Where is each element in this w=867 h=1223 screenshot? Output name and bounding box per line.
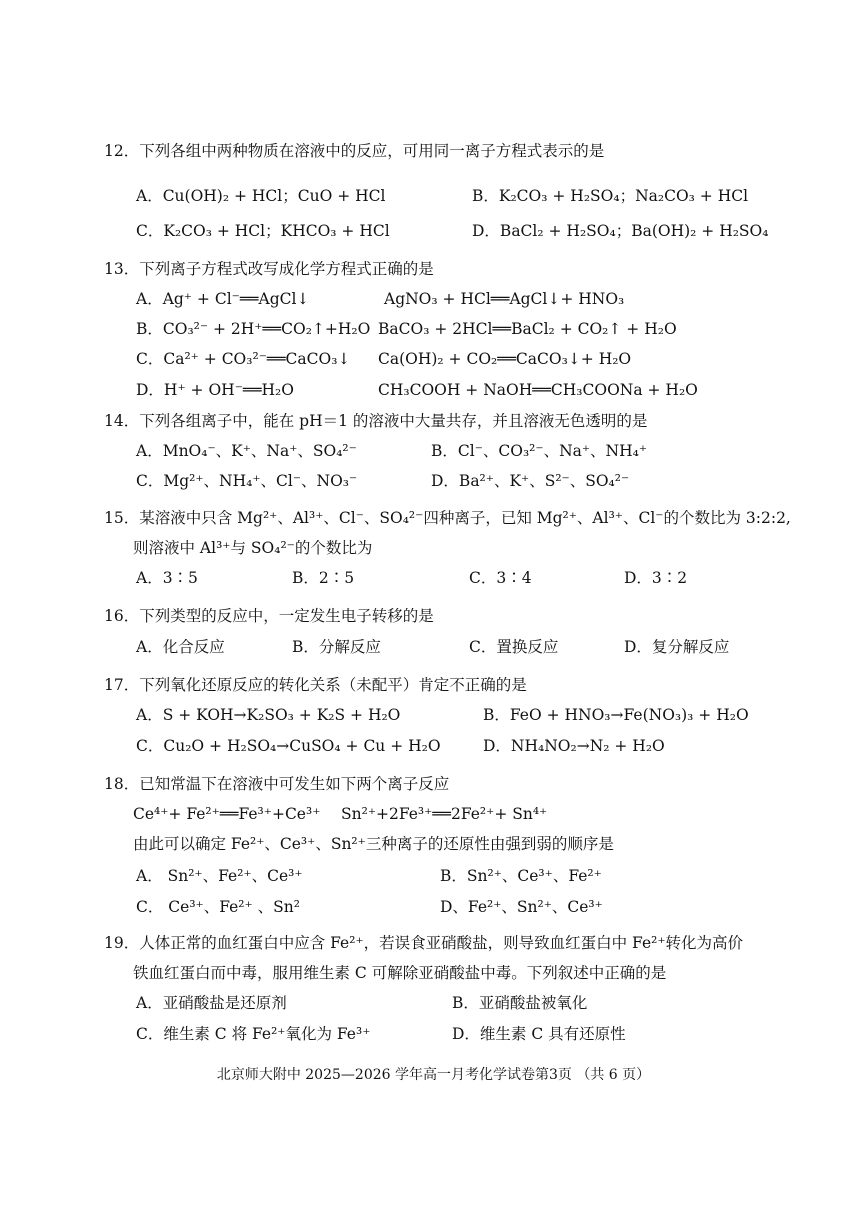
q18-stem-line2: 由此可以确定 Fe²⁺、Ce³⁺、Sn²⁺三种离子的还原性由强到弱的顺序是: [133, 835, 614, 853]
q13-option-c-equation: Ca(OH)₂ + CO₂══CaCO₃↓+ H₂O: [378, 350, 632, 368]
q15-option-d: D．3∶2: [624, 569, 688, 587]
q13-option-d-ion: D．H⁺ + OH⁻══H₂O: [136, 381, 294, 399]
page-footer: 北京师大附中 2025—2026 学年高一月考化学试卷第3页 （共 6 页）: [216, 1067, 651, 1083]
q13-option-c-ion: C．Ca²⁺ + CO₃²⁻══CaCO₃↓: [136, 350, 351, 368]
q18-option-a: A． Sn²⁺、Fe²⁺、Ce³⁺: [136, 867, 303, 885]
q14-option-c: C．Mg²⁺、NH₄⁺、Cl⁻、NO₃⁻: [136, 472, 358, 490]
q16-stem: 16．下列类型的反应中，一定发生电子转移的是: [104, 607, 434, 625]
q14-stem: 14．下列各组离子中，能在 pH＝1 的溶液中大量共存，并且溶液无色透明的是: [104, 412, 648, 430]
q13-option-b-ion: B．CO₃²⁻ + 2H⁺══CO₂↑+H₂O: [136, 320, 371, 338]
q14-option-d: D．Ba²⁺、K⁺、S²⁻、SO₄²⁻: [431, 472, 630, 490]
q17-option-b: B．FeO + HNO₃→Fe(NO₃)₃ + H₂O: [483, 706, 749, 724]
q15-stem-line1: 15．某溶液中只含 Mg²⁺、Al³⁺、Cl⁻、SO₄²⁻四种离子，已知 Mg²⁺、Al³⁺、Cl⁻的个数比为 3:2:2,: [104, 509, 791, 527]
q16-option-a: A．化合反应: [136, 638, 225, 656]
q18-reaction-1: Ce⁴⁺+ Fe²⁺══Fe³⁺+Ce³⁺: [133, 805, 321, 823]
q15-option-b: B．2∶5: [292, 569, 355, 587]
q12-option-b: B．K₂CO₃ + H₂SO₄；Na₂CO₃ + HCl: [472, 187, 749, 205]
q15-option-a: A．3∶5: [136, 569, 198, 587]
q19-option-c: C．维生素 C 将 Fe²⁺氧化为 Fe³⁺: [136, 1025, 371, 1043]
q13-option-a-equation: AgNO₃ + HCl══AgCl↓+ HNO₃: [384, 290, 625, 308]
q16-option-d: D．复分解反应: [624, 638, 730, 656]
q12-option-a: A．Cu(OH)₂ + HCl；CuO + HCl: [136, 187, 386, 205]
q19-stem-line2: 铁血红蛋白而中毒，服用维生素 C 可解除亚硝酸盐中毒。下列叙述中正确的是: [133, 964, 667, 982]
q19-stem-line1: 19．人体正常的血红蛋白中应含 Fe²⁺，若误食亚硝酸盐，则导致血红蛋白中 Fe²⁺转化为高价: [104, 934, 744, 952]
q12-option-d: D．BaCl₂ + H₂SO₄；Ba(OH)₂ + H₂SO₄: [472, 222, 769, 240]
q16-option-c: C．置换反应: [469, 638, 559, 656]
q19-option-b: B．亚硝酸盐被氧化: [452, 994, 588, 1012]
q13-option-b-equation: BaCO₃ + 2HCl══BaCl₂ + CO₂↑ + H₂O: [378, 320, 677, 338]
q17-option-d: D．NH₄NO₂→N₂ + H₂O: [483, 737, 665, 755]
q18-option-c: C． Ce³⁺、Fe²⁺ 、Sn²: [136, 898, 300, 916]
q14-option-b: B．Cl⁻、CO₃²⁻、Na⁺、NH₄⁺: [431, 442, 648, 460]
q13-stem: 13．下列离子方程式改写成化学方程式正确的是: [104, 260, 434, 278]
q18-reaction-2: Sn²⁺+2Fe³⁺══2Fe²⁺+ Sn⁴⁺: [341, 805, 548, 823]
q13-option-a-ion: A．Ag⁺ + Cl⁻══AgCl↓: [136, 290, 310, 308]
q19-option-a: A．亚硝酸盐是还原剂: [136, 994, 287, 1012]
q14-option-a: A．MnO₄⁻、K⁺、Na⁺、SO₄²⁻: [136, 442, 357, 460]
q13-option-d-equation: CH₃COOH + NaOH══CH₃COONa + H₂O: [378, 381, 698, 399]
q19-option-d: D．维生素 C 具有还原性: [452, 1025, 626, 1043]
q18-option-d: D、Fe²⁺、Sn²⁺、Ce³⁺: [440, 898, 603, 916]
q17-option-a: A．S + KOH→K₂SO₃ + K₂S + H₂O: [136, 706, 401, 724]
q16-option-b: B．分解反应: [292, 638, 381, 656]
q15-stem-line2: 则溶液中 Al³⁺与 SO₄²⁻的个数比为: [133, 539, 373, 557]
q17-option-c: C．Cu₂O + H₂SO₄→CuSO₄ + Cu + H₂O: [136, 737, 441, 755]
q17-stem: 17．下列氧化还原反应的转化关系（未配平）肯定不正确的是: [104, 676, 527, 694]
q12-option-c: C．K₂CO₃ + HCl；KHCO₃ + HCl: [136, 222, 390, 240]
q18-stem: 18．已知常温下在溶液中可发生如下两个离子反应: [104, 775, 450, 793]
q12-stem: 12．下列各组中两种物质在溶液中的反应，可用同一离子方程式表示的是: [104, 142, 605, 160]
q18-option-b: B．Sn²⁺、Ce³⁺、Fe²⁺: [440, 867, 602, 885]
q15-option-c: C．3∶4: [469, 569, 532, 587]
